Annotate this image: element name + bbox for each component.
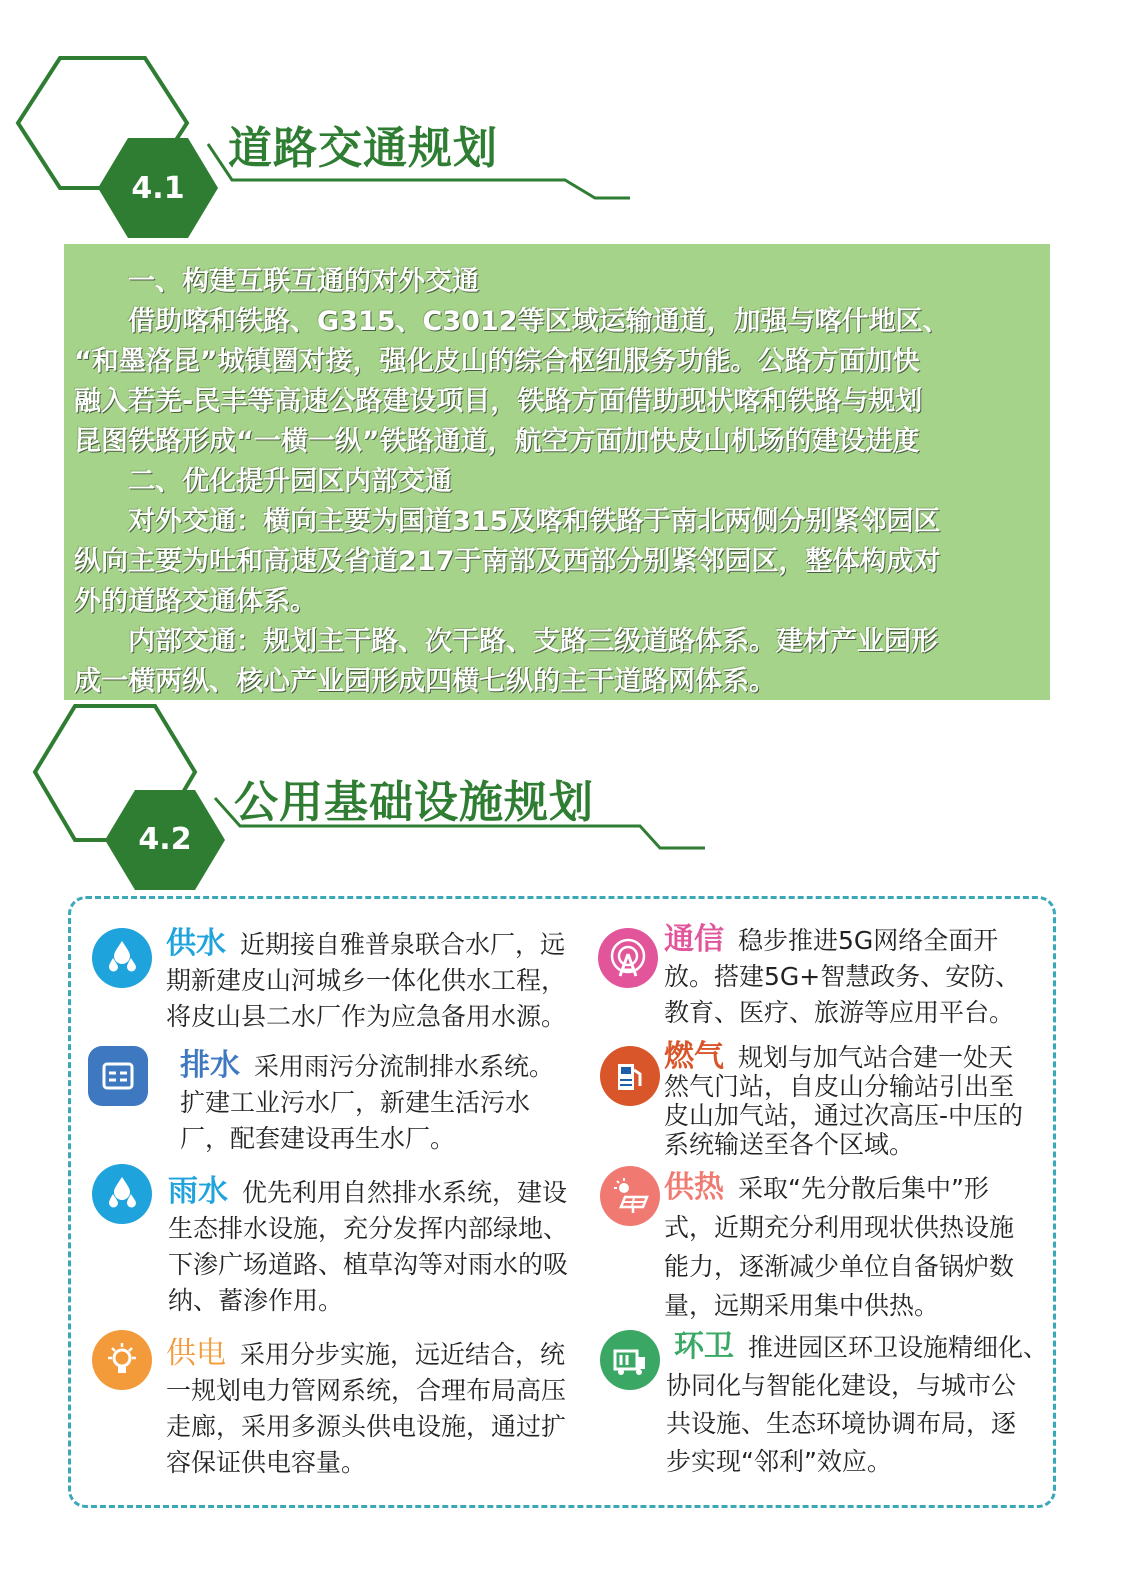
item-rain-line-4: 纳、蓄渗作用。 (168, 1286, 344, 1315)
road-text-line: 成一横两纵、核心产业园形成四横七纵的主干道路网体系。 (74, 666, 776, 697)
item-telecom-line-3: 教育、医疗、旅游等应用平台。 (664, 998, 1015, 1027)
item-water-line-1: 近期接自雅普泉联合水厂，远 (240, 930, 566, 959)
item-rain-line-3: 下渗广场道路、植草沟等对雨水的吸 (168, 1250, 569, 1279)
road-text-line: 一、构建互联互通的对外交通 (128, 266, 479, 297)
road-text-line: 纵向主要为吐和高速及省道217于南部及西部分别紧邻园区，整体构成对 (74, 546, 941, 577)
light-bulb-icon (92, 1330, 152, 1390)
item-gas-line-3: 皮山加气站，通过次高压-中压的 (664, 1101, 1024, 1130)
item-telecom-line-2: 放。搭建5G+智慧政务、安防、 (664, 962, 1021, 991)
item-water-line-3: 将皮山县二水厂作为应急备用水源。 (166, 1002, 567, 1031)
road-text-line: 借助喀和铁路、G315、C3012等区域运输通道，加强与喀什地区、 (128, 306, 950, 337)
item-heat-label: 供热 (664, 1170, 724, 1205)
item-gas-line-2: 然气门站，自皮山分输站引出至 (664, 1072, 1015, 1101)
item-power-label: 供电 (166, 1336, 226, 1371)
item-telecom-line-1: 稳步推进5G网络全面开 (738, 926, 999, 955)
item-drain-line-3: 厂，配套建设再生水厂。 (180, 1124, 456, 1153)
section1-number: 4.1 (131, 171, 185, 206)
item-drain-line-1: 采用雨污分流制排水系统。 (254, 1052, 555, 1081)
road-text-line: 二、优化提升园区内部交通 (128, 466, 452, 497)
water-drops-icon (92, 928, 152, 988)
section1-title: 道路交通规划 (228, 123, 498, 174)
road-transport-panel (64, 244, 1050, 700)
item-drain-line-2: 扩建工业污水厂，新建生活污水 (180, 1088, 531, 1117)
item-power-line-1: 采用分步实施，远近结合，统 (240, 1340, 566, 1369)
road-text-line: “和墨洛昆”城镇圈对接，强化皮山的综合枢纽服务功能。公路方面加快 (74, 346, 920, 377)
road-text-line: 对外交通：横向主要为国道315及喀和铁路于南北两侧分别紧邻园区 (128, 506, 941, 537)
rain-drops-icon (92, 1164, 152, 1224)
item-power-line-4: 容保证供电容量。 (166, 1448, 367, 1477)
item-heat-line-1: 采取“先分散后集中”形 (738, 1174, 989, 1203)
item-gas-line-4: 系统输送至各个区域。 (664, 1130, 915, 1159)
road-text-line: 昆图铁路形成“一横一纵”铁路通道，航空方面加快皮山机场的建设进度 (74, 426, 920, 457)
section2-number: 4.2 (138, 822, 192, 857)
item-sanitation-label: 环卫 (674, 1329, 734, 1364)
road-text-line: 融入若羌-民丰等高速公路建设项目，铁路方面借助现状喀和铁路与规划 (74, 386, 923, 417)
item-gas-label: 燃气 (664, 1039, 724, 1074)
garbage-truck-icon (600, 1330, 660, 1390)
solar-heat-icon (600, 1166, 660, 1226)
item-heat-line-2: 式，近期充分利用现状供热设施 (664, 1213, 1015, 1242)
item-heat-line-3: 能力，逐渐减少单位自备锅炉数 (664, 1252, 1015, 1281)
item-heat-line-4: 量，远期采用集中供热。 (664, 1291, 940, 1320)
item-sanitation-line-3: 共设施、生态环境协调布局，逐 (666, 1409, 1017, 1438)
drainage-pipe-icon (88, 1046, 148, 1106)
signal-tower-icon (598, 928, 658, 988)
item-power-line-3: 走廊，采用多源头供电设施，通过扩 (166, 1412, 567, 1441)
item-rain-line-1: 优先利用自然排水系统，建设 (242, 1178, 568, 1207)
section2-title: 公用基础设施规划 (234, 777, 594, 828)
item-sanitation-line-2: 协同化与智能化建设，与城市公 (666, 1371, 1017, 1400)
item-drain-label: 排水 (180, 1048, 240, 1083)
road-text-line: 内部交通：规划主干路、次干路、支路三级道路体系。建材产业园形 (128, 626, 938, 657)
item-gas-line-1: 规划与加气站合建一处天 (738, 1043, 1014, 1072)
gas-station-icon (600, 1046, 660, 1106)
road-text-line: 外的道路交通体系。 (74, 586, 317, 617)
item-sanitation-line-1: 推进园区环卫设施精细化、 (748, 1333, 1049, 1362)
item-rain-label: 雨水 (168, 1174, 228, 1209)
item-water-line-2: 期新建皮山河城乡一体化供水工程， (166, 966, 567, 995)
road-transport-text (74, 262, 1050, 702)
item-sanitation-line-4: 步实现“邻利”效应。 (666, 1447, 892, 1476)
item-rain-line-2: 生态排水设施，充分发挥内部绿地、 (168, 1214, 569, 1243)
item-water-label: 供水 (166, 926, 226, 961)
item-power-line-2: 一规划电力管网系统，合理布局高压 (166, 1376, 567, 1405)
item-telecom-label: 通信 (664, 922, 724, 957)
